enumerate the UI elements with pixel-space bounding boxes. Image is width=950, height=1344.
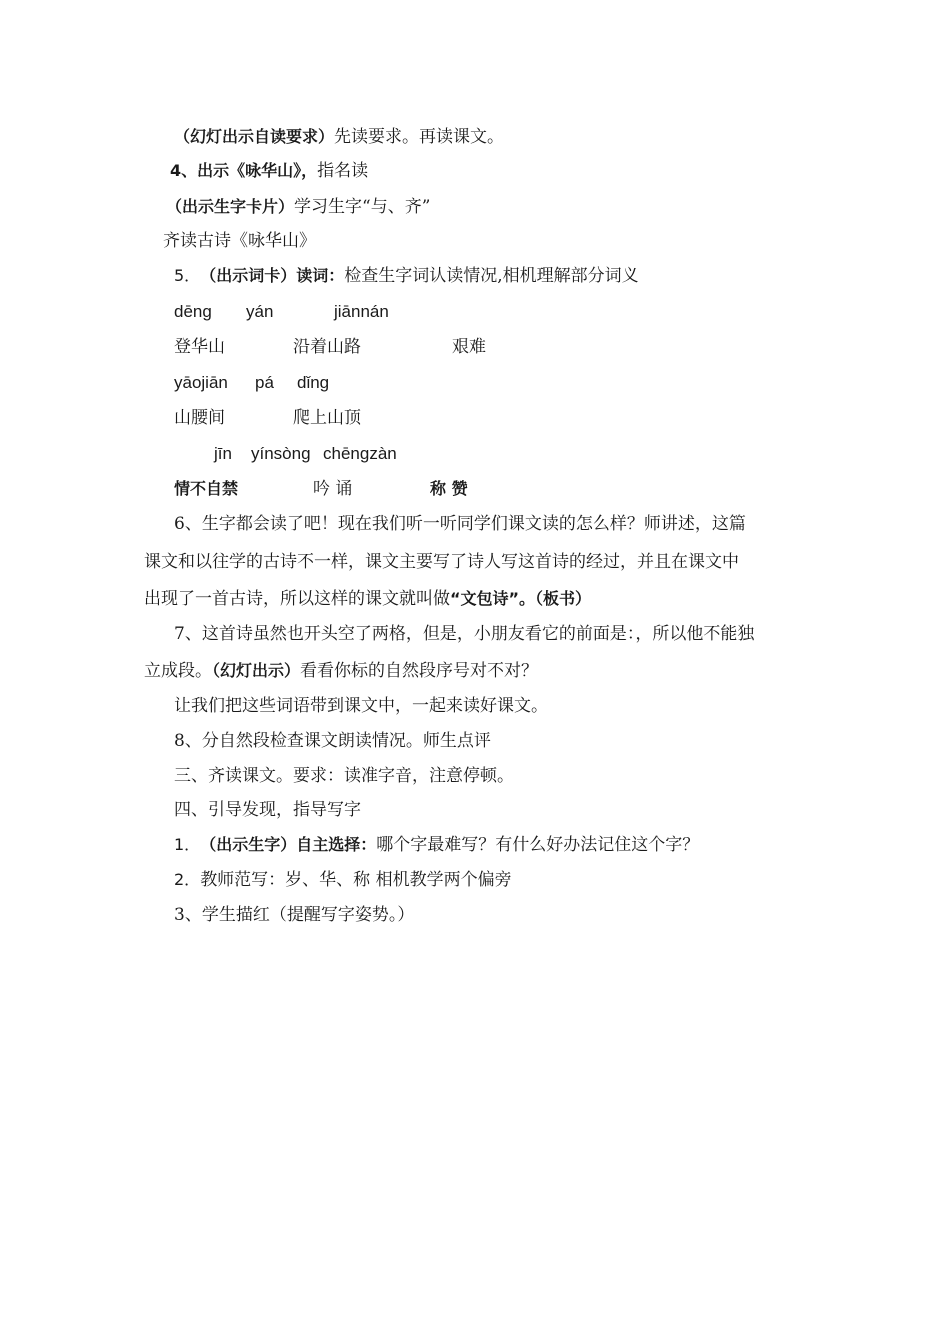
paragraph-6-line-1: 6、生字都会读了吧！现在我们听一听同学们课文读的怎么样？师讲述，这篇: [174, 514, 746, 534]
pinyin: yán: [246, 302, 274, 321]
paragraph-6-line-2: 课文和以往学的古诗不一样，课文主要写了诗人写这首诗的经过，并且在课文中: [144, 552, 739, 572]
pinyin: yínsònɡ: [251, 444, 311, 463]
text: 检查生字词认读情况,相机理解部分词义: [344, 266, 639, 286]
text: 先读要求。再读课文。: [334, 127, 505, 147]
text: 出现了一首古诗，所以这样的课文就叫做: [144, 589, 450, 609]
pinyin: pá: [255, 373, 274, 392]
section-three: 三、齐读课文。要求：读准字音，注意停顿。: [174, 766, 514, 786]
line-step-8: 8、分自然段检查课文朗读情况。师生点评: [174, 731, 491, 751]
bold-instruction: （幻灯出示自读要求）: [174, 127, 335, 146]
text: 哪个字最难写？有什么好办法记住这个字？: [376, 835, 700, 855]
vocab-word: 情不自禁: [174, 479, 239, 498]
pinyin: dǐnɡ: [297, 373, 330, 392]
pinyin: chēnɡzàn: [323, 444, 397, 463]
line-bring-words: 让我们把这些词语带到课文中，一起来读好课文。: [174, 696, 548, 716]
step-number: 1．: [174, 835, 201, 854]
line-read-poem: 齐读古诗《咏华山》: [163, 231, 316, 251]
vocab-word: 山腰间: [174, 408, 225, 428]
text: 指名读: [317, 161, 369, 181]
step-number: 2．: [174, 870, 201, 889]
line-step-5: [174, 265, 639, 287]
pinyin: dēnɡ: [174, 302, 212, 321]
pinyin: yāojiān: [174, 373, 228, 392]
bold-term: “文包诗”。（板书）: [450, 589, 592, 608]
writing-step-2: [174, 869, 512, 891]
line-char-cards: [166, 196, 430, 218]
text: 立成段。: [144, 661, 212, 681]
step-number: 5．: [174, 266, 201, 285]
vocab-word: 沿着山路: [293, 337, 361, 357]
vocab-word: 吟 诵: [313, 479, 353, 499]
vocab-word: 爬上山顶: [293, 408, 361, 428]
bold-instruction: （幻灯出示）: [212, 661, 301, 680]
text: 学习生字“与、齐”: [294, 197, 431, 217]
vocab-word: 称 赞: [430, 479, 468, 498]
bold-instruction: （出示生字）自主选择：: [208, 835, 377, 854]
bold-instruction: （出示词卡）读词：: [208, 266, 345, 285]
vocab-word: 登华山: [174, 337, 225, 357]
paragraph-7-line-1: 7、这首诗虽然也开头空了两格，但是，小朋友看它的前面是：，所以他不能独: [174, 624, 755, 644]
paragraph-7-line-2: [144, 660, 538, 682]
writing-step-3: 3、学生描红（提醒写字姿势。）: [174, 905, 415, 925]
text: 教师范写：岁、华、称 相机教学两个偏旁: [200, 870, 512, 890]
text: 看看你标的自然段序号对不对？: [300, 661, 539, 681]
pinyin: jīn: [214, 444, 232, 463]
bold-instruction: （出示生字卡片）: [166, 197, 295, 216]
paragraph-6-line-3: [144, 588, 591, 610]
pinyin: jiānnán: [334, 302, 389, 321]
line-step-4: [170, 160, 368, 182]
bold-instruction: 4、出示《咏华山》，: [170, 161, 318, 180]
writing-step-1: [174, 834, 699, 856]
vocab-word: 艰难: [452, 337, 486, 357]
section-four: 四、引导发现，指导写字: [174, 800, 361, 820]
line-self-read: [174, 126, 504, 148]
